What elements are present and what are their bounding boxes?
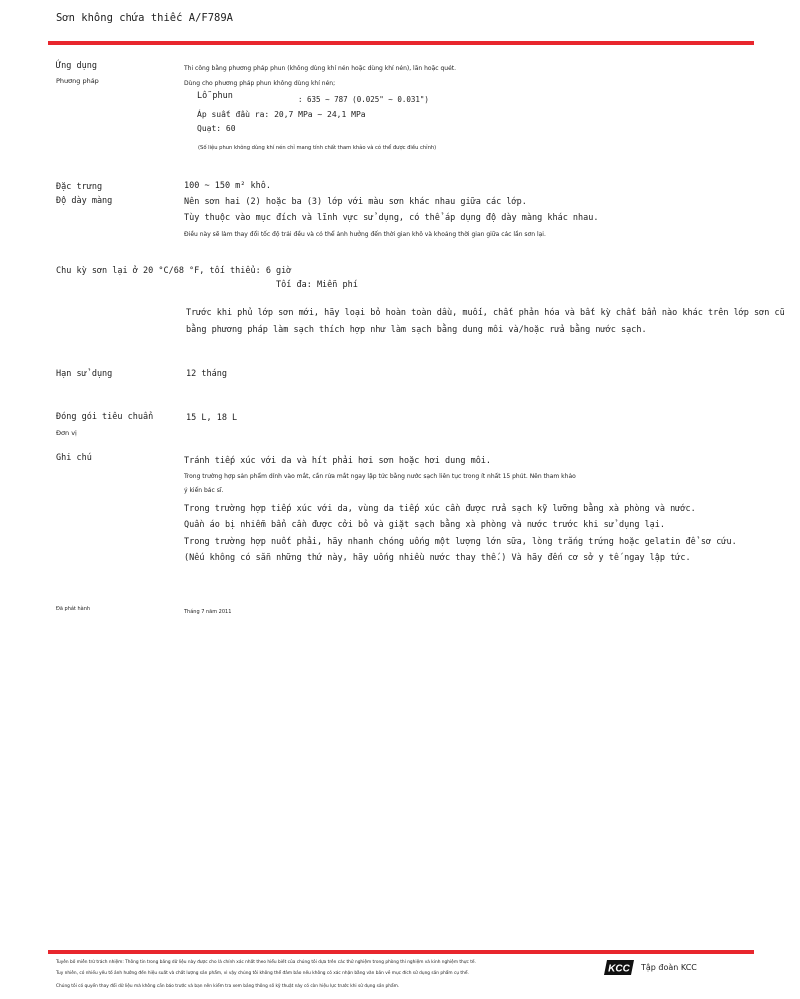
recoat-line-1: Trước khi phủ lớp sơn mới, hãy loại bỏ hoàn toàn dầu, muối, chất phản hóa và bất kỳ chất bẩn nào khác trên lớp sơn cũ	[186, 308, 785, 318]
notes-line-1: Tránh tiếp xúc với da và hít phải hơi sơn hoặc hơi dung môi.	[184, 456, 492, 466]
disclaimer-line-1: Tuyên bố miễn trừ trách nhiệm: Thông tin trong bảng dữ liệu này được cho là chính xác nhất theo hiểu biết của chúng tôi dựa trên các thử nghiệm trong phòng thí nghiệm và kinh nghiệm thực tế.	[56, 960, 476, 965]
shelf-life-label: Hạn sử dụng	[56, 369, 113, 379]
notes-label: Ghi chú	[56, 453, 92, 463]
header-divider	[48, 41, 754, 45]
recoat-line-2: bằng phương pháp làm sạch thích hợp như làm sạch bằng dung môi và/hoặc rửa bằng nước sạch.	[186, 325, 647, 335]
features-line-1: 100 ~ 150 m² khô.	[184, 181, 271, 191]
application-line-2: Dùng cho phương pháp phun không dùng khí nén;	[184, 80, 336, 87]
notes-line-6: Trong trường hợp nuốt phải, hãy nhanh chóng uống một lượng lớn sữa, lòng trắng trứng hoặc gelatin để sơ cứu.	[184, 537, 737, 547]
spray-note: (Số liệu phun không dùng khí nén chỉ mang tính chất tham khảo và có thể được điều chỉnh)	[198, 145, 437, 151]
application-line-1: Thi công bằng phương pháp phun (không dùng khí nén hoặc dùng khí nén), lăn hoặc quét.	[184, 65, 457, 72]
disclaimer-line-2: Tuy nhiên, có nhiều yếu tố ảnh hưởng đến hiệu suất và chất lượng sản phẩm, vì vậy chúng tôi không thể đảm bảo nếu không có xác nhận bằng văn bản về mục đích sử dụng sản phẩm cụ thể.	[56, 971, 469, 976]
shelf-life-value: 12 tháng	[186, 369, 227, 379]
spray-tip-label: Lỗ phun	[197, 91, 233, 101]
disclaimer-line-3: Chúng tôi có quyền thay đổi dữ liệu mà không cần báo trước và bạn nên kiểm tra xem bảng thông số kỹ thuật này có còn hiệu lực trước khi sử dụng sản phẩm.	[56, 984, 400, 989]
features-line-4: Điều này sẽ làm thay đổi tốc độ trải đều và có thể ảnh hưởng đến thời gian khô và khoảng thời gian giữa các lần sơn lại.	[184, 231, 546, 238]
kcc-logo	[604, 960, 634, 975]
company-name: Tập đoàn KCC	[641, 963, 697, 972]
features-label: Đặc trưng	[56, 182, 103, 192]
issued-label: Đã phát hành	[56, 606, 91, 612]
unit-label: Đơn vị	[56, 429, 77, 437]
fan-angle: Quạt: 60	[197, 124, 236, 133]
issued-date: Tháng 7 năm 2011	[184, 609, 232, 615]
page-title: Sơn không chứa thiếc A/F789A	[56, 12, 234, 24]
outlet-pressure: Áp suất đầu ra: 20,7 MPa ~ 24,1 MPa	[197, 110, 366, 119]
notes-line-4: Trong trường hợp tiếp xúc với da, vùng da tiếp xúc cần được rửa sạch kỹ lưỡng bằng xà phòng và nước.	[184, 504, 696, 514]
spray-tip-value: : 635 ~ 787 (0.025" ~ 0.031")	[298, 95, 429, 104]
application-label: Ứng dụng	[56, 61, 97, 71]
packaging-value: 15 L, 18 L	[186, 413, 238, 423]
recoat-maximum: Tối đa: Miễn phí	[276, 280, 358, 290]
recoat-interval-label: Chu kỳ sơn lại ở 20 °C/68 °F, tối thiểu: 6 giờ	[56, 266, 292, 276]
notes-line-2: Trong trường hợp sản phẩm dính vào mắt, cần rửa mắt ngay lập tức bằng nước sạch liên tục trong ít nhất 15 phút. Nên tham khảo	[184, 473, 576, 480]
kcc-logo-text: KCC	[608, 963, 630, 975]
standard-packaging-label: Đóng gói tiêu chuẩn	[56, 412, 154, 422]
features-line-2: Nên sơn hai (2) hoặc ba (3) lớp với màu sơn khác nhau giữa các lớp.	[184, 197, 527, 207]
footer-divider	[48, 950, 754, 954]
notes-line-5: Quần áo bị nhiễm bẩn cần được cởi bỏ và giặt sạch bằng xà phòng và nước trước khi sử dụng lại.	[184, 520, 666, 530]
notes-line-3: ý kiến bác sĩ.	[184, 487, 224, 494]
film-thickness-label: Độ dày màng	[56, 196, 113, 206]
notes-line-7: (Nếu không có sẵn những thứ này, hãy uống nhiều nước thay thế.) Và hãy đến cơ sở y tế ngay lập tức.	[184, 553, 691, 563]
method-label: Phương pháp	[56, 77, 99, 85]
features-line-3: Tùy thuộc vào mục đích và lĩnh vực sử dụng, có thể áp dụng độ dày màng khác nhau.	[184, 213, 599, 223]
